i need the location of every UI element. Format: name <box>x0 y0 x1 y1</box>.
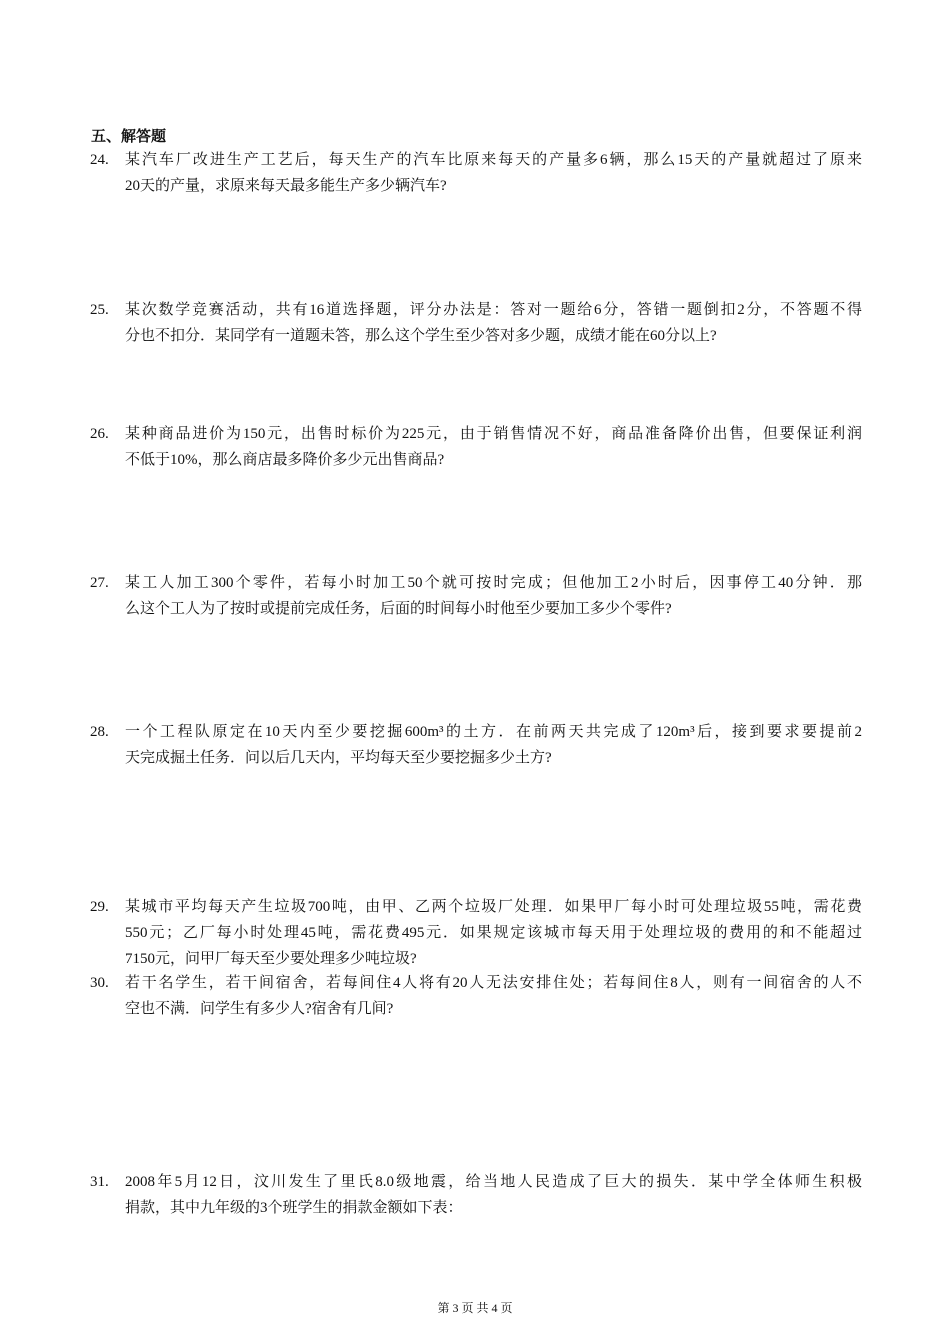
question-line: 若干名学生，若干间宿舍，若每间住4人将有20人无法安排住处；若每间住8人，则有一间宿舍的人不 <box>125 975 862 991</box>
question-line: 550元；乙厂每小时处理45吨，需花费495元．如果规定该城市每天用于处理垃圾的费用的和不能超过 <box>125 925 862 941</box>
question-line: 某种商品进价为150元，出售时标价为225元，由于销售情况不好，商品准备降价出售，但要保证利润 <box>125 426 862 442</box>
question-28 <box>90 719 862 771</box>
question-25 <box>90 297 862 349</box>
question-line: 7150元，问甲厂每天至少要处理多少吨垃圾? <box>125 951 417 967</box>
question-line: 分也不扣分．某同学有一道题未答，那么这个学生至少答对多少题，成绩才能在60分以上? <box>125 328 717 344</box>
question-number: 24. <box>90 152 109 168</box>
question-number: 26. <box>90 426 109 442</box>
question-number: 28. <box>90 724 109 740</box>
page-footer: 第 3 页 共 4 页 <box>437 1301 513 1315</box>
question-number: 31. <box>90 1174 109 1190</box>
question-31 <box>90 1169 862 1221</box>
question-line: 天完成掘土任务．问以后几天内，平均每天至少要挖掘多少土方? <box>125 750 552 766</box>
question-number: 27. <box>90 575 109 591</box>
question-number: 30. <box>90 975 109 991</box>
question-line: 某工人加工300个零件，若每小时加工50个就可按时完成；但他加工2小时后，因事停工40分钟．那 <box>125 575 862 591</box>
question-29 <box>90 894 862 972</box>
question-number: 29. <box>90 899 109 915</box>
question-line: 一个工程队原定在10天内至少要挖掘600m³的土方．在前两天共完成了120m³后，接到要求要提前2 <box>125 724 862 740</box>
question-number: 25. <box>90 302 109 318</box>
question-line: 不低于10%，那么商店最多降价多少元出售商品? <box>125 452 445 468</box>
question-line: 20天的产量，求原来每天最多能生产多少辆汽车? <box>125 178 447 194</box>
section-title: 五、解答题 <box>91 129 167 145</box>
question-24 <box>90 147 862 199</box>
question-line: 2008年5月12日，汶川发生了里氏8.0级地震，给当地人民造成了巨大的损失．某中学全体师生积极 <box>125 1174 862 1190</box>
question-26 <box>90 421 862 473</box>
question-line: 某汽车厂改进生产工艺后，每天生产的汽车比原来每天的产量多6辆，那么15天的产量就超过了原来 <box>125 152 862 168</box>
question-line: 么这个工人为了按时或提前完成任务，后面的时间每小时他至少要加工多少个零件? <box>125 601 672 617</box>
question-30 <box>90 970 862 1022</box>
question-27 <box>90 570 862 622</box>
question-line: 空也不满．问学生有多少人?宿舍有几间? <box>125 1001 394 1017</box>
question-line: 捐款，其中九年级的3个班学生的捐款金额如下表： <box>125 1200 463 1216</box>
question-line: 某次数学竞赛活动，共有16道选择题，评分办法是：答对一题给6分，答错一题倒扣2分，不答题不得 <box>125 302 862 318</box>
question-line: 某城市平均每天产生垃圾700吨，由甲、乙两个垃圾厂处理．如果甲厂每小时可处理垃圾55吨，需花费 <box>125 899 862 915</box>
